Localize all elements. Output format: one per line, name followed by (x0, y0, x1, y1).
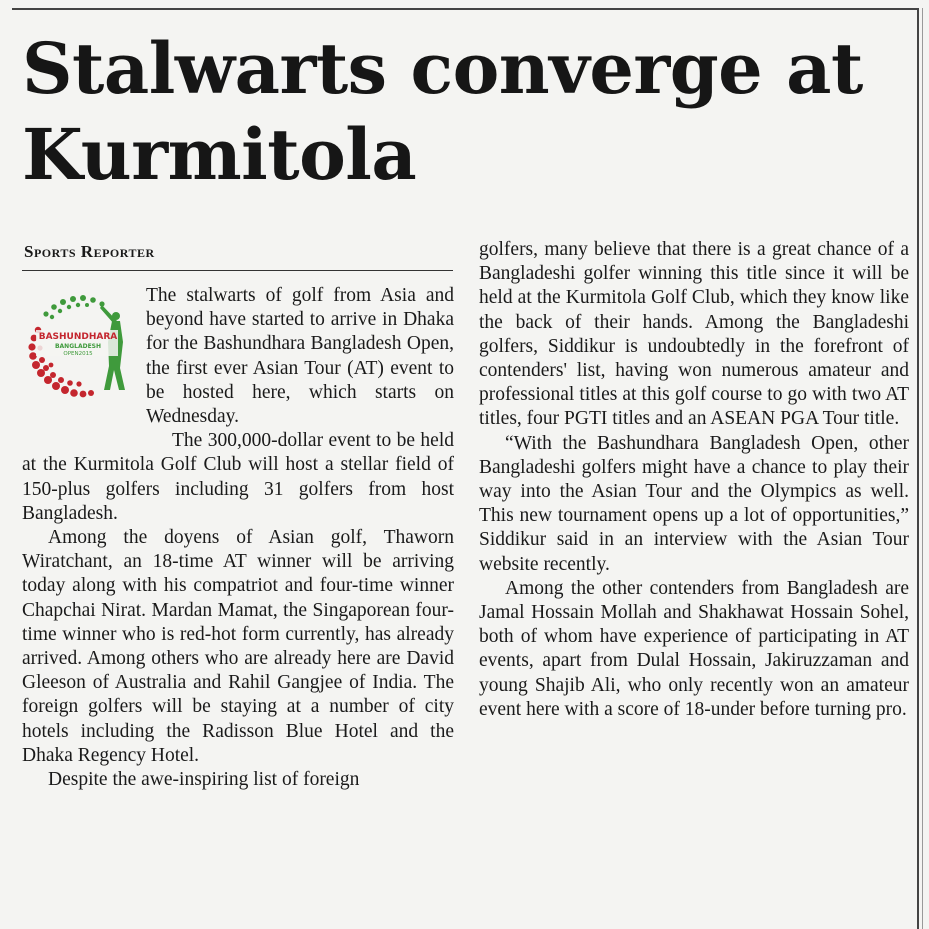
left-column (22, 284, 454, 792)
byline: Sports Reporter (24, 242, 155, 261)
logo-edition: OPEN2015 (63, 351, 93, 357)
headline: Stalwarts converge at Kurmitola (22, 27, 863, 196)
paragraph: Despite the awe-inspiring list of foreign (48, 769, 360, 791)
paragraph: golfers, many believe that there is a great chance of a Bangladeshi golfer winning this title since it will be held at the Kurmitola Golf Club, which they know like the back of their hands. Among the Bangladeshi golfers, Siddikur is undoubtedly in the forefront of contenders' list, having won numerous amateur and professional titles at this golf course to go with two AT titles, four PGTI titles and an ASEAN PGA Tour title. (479, 239, 909, 430)
top-rule (12, 8, 917, 10)
column-divider-rule-thin (922, 8, 923, 929)
paragraph: The stalwarts of golf from Asia and beyond have started to arrive in Dhaka for the Bashundhara Bangladesh Open, the first ever Asian Tour (AT) event to be hosted here, which starts on Wednesday. (146, 285, 454, 428)
paragraph: “With the Bashundhara Bangladesh Open, other Bangladeshi golfers might have a chance to play their way into the Asian Tour and the Olympics as well. This new tournament opens up a lot of opportunities,” Siddikur said in an interview with the Asian Tour website recently. (479, 432, 909, 575)
byline-rule (22, 270, 453, 271)
column-divider-rule (917, 8, 919, 929)
logo-title: BASHUNDHARA (38, 332, 118, 342)
right-column (479, 238, 909, 722)
paragraph: The 300,000-dollar event to be held at the Kurmitola Golf Club will host a stellar field of 150-plus golfers including 31 golfers from host Bangladesh. (22, 430, 454, 524)
paragraph: Among the doyens of Asian golf, Thaworn Wiratchant, an 18-time AT winner will be arriving today along with his compatriot and four-time winner Chapchai Nirat. Mardan Mamat, the Singaporean four-time winner who is red-hot form currently, has already arrived. Among others who are already here are David Gleeson of Australia and Rahil Gangjee of India. The foreign golfers will be staying at a number of city hotels including the Radisson Blue Hotel and the Dhaka Regency Hotel. (22, 527, 454, 766)
paragraph: Among the other contenders from Bangladesh are Jamal Hossain Mollah and Shakhawat Hossain Sohel, both of whom have experience of participating in AT events, apart from Dulal Hossain, Jakiruzzaman and young Shajib Ali, who only recently won an amateur event here with a score of 18-under before turning pro. (479, 577, 909, 720)
logo-spacer (22, 284, 146, 437)
logo-subtitle: BANGLADESH (54, 343, 102, 350)
